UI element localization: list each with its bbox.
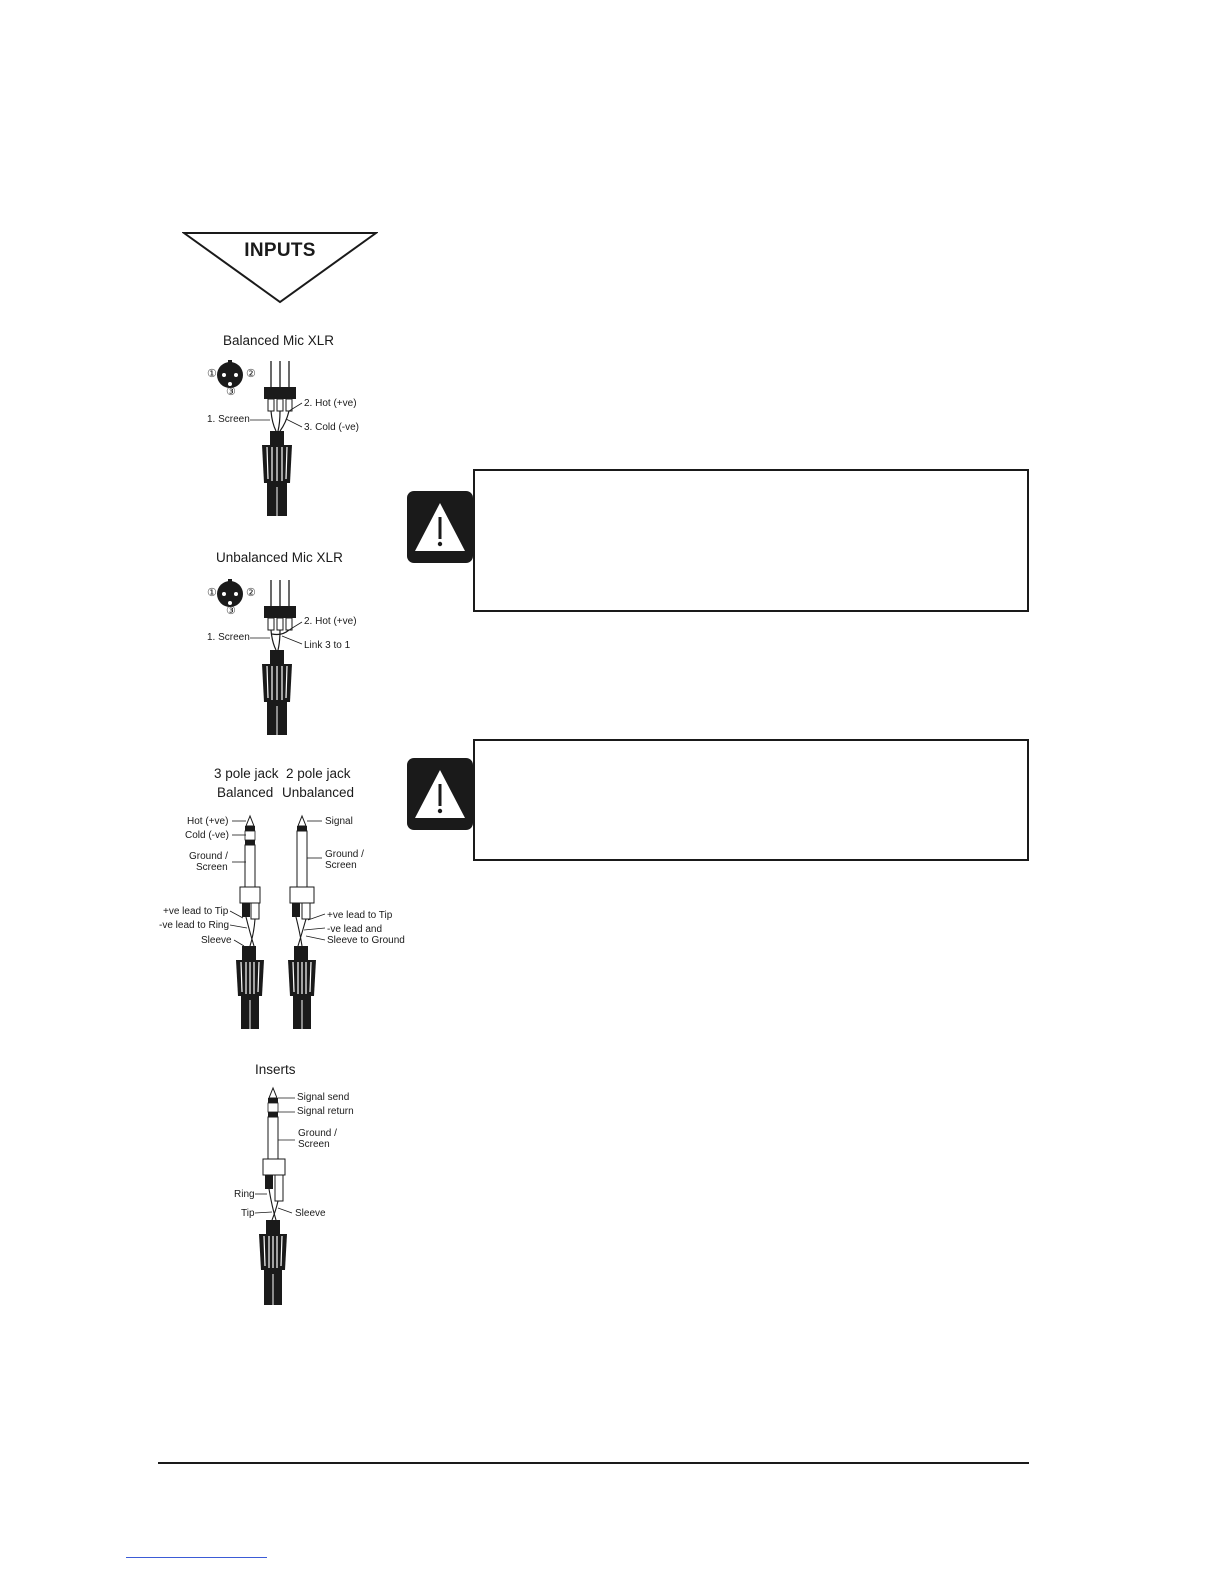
jack-balanced-hot-label: Hot (+ve)	[187, 816, 229, 827]
jack-balanced-screen-label: Screen	[196, 862, 228, 873]
warning-box-2	[473, 739, 1029, 861]
jack-unbalanced-neg-label: -ve lead and	[327, 924, 383, 935]
balanced-cold-label: 3. Cold (-ve)	[304, 422, 360, 433]
inserts-return-label: Signal return	[297, 1106, 354, 1117]
jack-unbalanced-tip-label: +ve lead to Tip	[327, 910, 393, 921]
inserts-send-label: Signal send	[297, 1092, 350, 1103]
inserts-tip-label: Tip	[241, 1208, 255, 1219]
unbalanced-link-label: Link 3 to 1	[304, 640, 351, 651]
balanced-xlr-diagram	[200, 355, 370, 520]
jack-unbalanced-signal-label: Signal	[325, 816, 353, 827]
balanced-pin3: ③	[226, 386, 236, 398]
inputs-title: INPUTS	[244, 240, 316, 261]
footer-rule	[158, 1462, 1029, 1464]
unbalanced-pin3: ③	[226, 605, 236, 617]
inserts-ground-label: Ground /	[298, 1128, 337, 1139]
unbalanced-pin1: ①	[207, 587, 217, 599]
jack-balanced-ground-label: Ground /	[189, 851, 228, 862]
unbalanced-xlr-diagram	[200, 574, 370, 739]
balanced-pin2: ②	[246, 368, 256, 380]
inserts-screen-label: Screen	[298, 1139, 330, 1150]
warning-box-1	[473, 469, 1029, 612]
balanced-screen-label: 1. Screen	[207, 414, 250, 425]
unbalanced-xlr-caption: Unbalanced Mic XLR	[216, 550, 343, 565]
jack-balanced-cold-label: Cold (-ve)	[185, 830, 229, 841]
balanced-pin1: ①	[207, 368, 217, 380]
jack-unbalanced-screen-label: Screen	[325, 860, 357, 871]
unbalanced-screen-label: 1. Screen	[207, 632, 250, 643]
inserts-sleeve-label: Sleeve	[295, 1208, 326, 1219]
jack-balanced-tip-label: +ve lead to Tip	[163, 906, 229, 917]
balanced-xlr-caption: Balanced Mic XLR	[223, 333, 335, 348]
balanced-hot-label: 2. Hot (+ve)	[304, 398, 357, 409]
jack-unbalanced-sleeve-label: Sleeve to Ground	[327, 935, 405, 946]
jack-unbalanced-ground-label: Ground /	[325, 849, 364, 860]
jack-caption-2pole: 2 pole jack	[286, 766, 351, 781]
unbalanced-hot-label: 2. Hot (+ve)	[304, 616, 357, 627]
jack-caption-balanced: Balanced	[217, 785, 274, 800]
unbalanced-pin2: ②	[246, 587, 256, 599]
jack-caption-unbalanced: Unbalanced	[282, 785, 355, 800]
inserts-ring-label: Ring	[234, 1189, 255, 1200]
inserts-caption: Inserts	[255, 1062, 296, 1077]
warning-triangle-icon	[407, 758, 473, 830]
jack-balanced-sleeve-label: Sleeve	[201, 935, 232, 946]
warning-triangle-icon	[407, 491, 473, 563]
jack-caption-3pole: 3 pole jack	[214, 766, 279, 781]
jack-balanced-ring-label: -ve lead to Ring	[159, 920, 230, 931]
footer-link-underline[interactable]	[126, 1557, 267, 1558]
